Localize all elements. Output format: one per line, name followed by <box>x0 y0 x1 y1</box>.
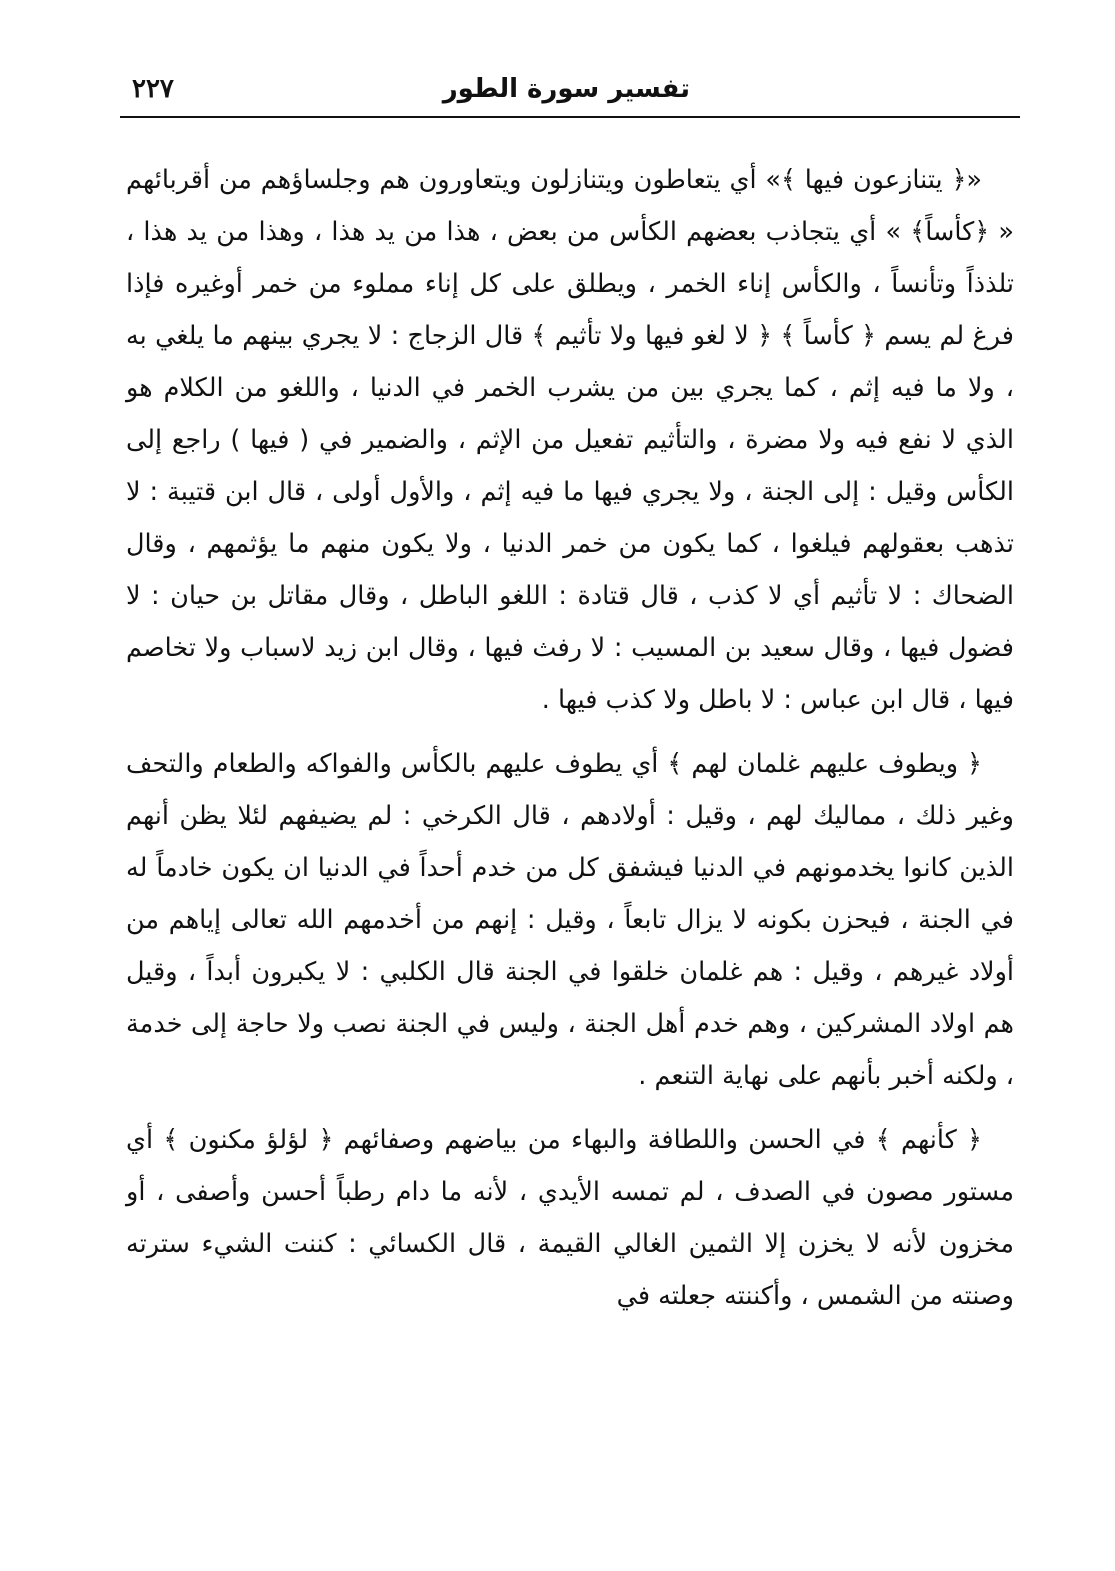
page-number: ٢٢٧ <box>132 74 174 104</box>
paragraph: ﴿ ويطوف عليهم غلمان لهم ﴾ أي يطوف عليهم بالكأس والفواكه والطعام والتحف وغير ذلك ، مماليك لهم ، وقيل : أولادهم ، قال الكرخي : لم يضيفهم لئلا يظن أنهم الذين كانوا يخدمونهم في الدنيا فيشفق كل من خدم أحداً في الدنيا ان يكون خادماً له في الجنة ، فيحزن بكونه لا يزال تابعاً ، وقيل : إنهم من أخدمهم الله تعالى إياهم من أولاد غيرهم ، وقيل : هم غلمان خلقوا في الجنة قال الكلبي : لا يكبرون أبداً ، وقيل هم اولاد المشركين ، وهم خدم أهل الجنة ، وليس في الجنة نصب ولا حاجة إلى خدمة ، ولكنه أخبر بأنهم على نهاية التنعم . <box>126 749 1014 1091</box>
body-text <box>120 154 1020 1322</box>
running-title: تفسير سورة الطور <box>442 74 690 104</box>
book-page <box>120 60 1020 1550</box>
page-header <box>120 60 1020 118</box>
paragraph: ﴿ كأنهم ﴾ في الحسن واللطافة والبهاء من بياضهم وصفائهم ﴿ لؤلؤ مكنون ﴾ أي مستور مصون في الصدف ، لم تمسه الأيدي ، لأنه ما دام رطباً أحسن وأصفى ، أو مخزون لأنه لا يخزن إلا الثمين الغالي القيمة ، قال الكسائي : كننت الشيء سترته وصنته من الشمس ، وأكننته جعلته في <box>126 1125 1014 1311</box>
paragraph: «﴿ يتنازعون فيها ﴾» أي يتعاطون ويتنازلون ويتعاورون هم وجلساؤهم من أقربائهم « ﴿كأساً﴾ » أي يتجاذب بعضهم الكأس من بعض ، هذا من يد هذا ، وهذا من يد هذا ، تلذذاً وتأنساً ، والكأس إناء الخمر ، ويطلق على كل إناء مملوء من خمر أوغيره فإذا فرغ لم يسم ﴿ كأساً ﴾ ﴿ لا لغو فيها ولا تأثيم ﴾ قال الزجاج : لا يجري بينهم ما يلغي به ، ولا ما فيه إثم ، كما يجري بين من يشرب الخمر في الدنيا ، واللغو من الكلام هو الذي لا نفع فيه ولا مضرة ، والتأثيم تفعيل من الإثم ، والضمير في ( فيها ) راجع إلى الكأس وقيل : إلى الجنة ، ولا يجري فيها ما فيه إثم ، والأول أولى ، قال ابن قتيبة : لا تذهب بعقولهم فيلغوا ، كما يكون من خمر الدنيا ، ولا يكون منهم ما يؤثمهم ، وقال الضحاك : لا تأثيم أي لا كذب ، قال قتادة : اللغو الباطل ، وقال مقاتل بن حيان : لا فضول فيها ، وقال سعيد بن المسيب : لا رفث فيها ، وقال ابن زيد لاسباب ولا تخاصم فيها ، قال ابن عباس : لا باطل ولا كذب فيها . <box>126 165 1014 715</box>
